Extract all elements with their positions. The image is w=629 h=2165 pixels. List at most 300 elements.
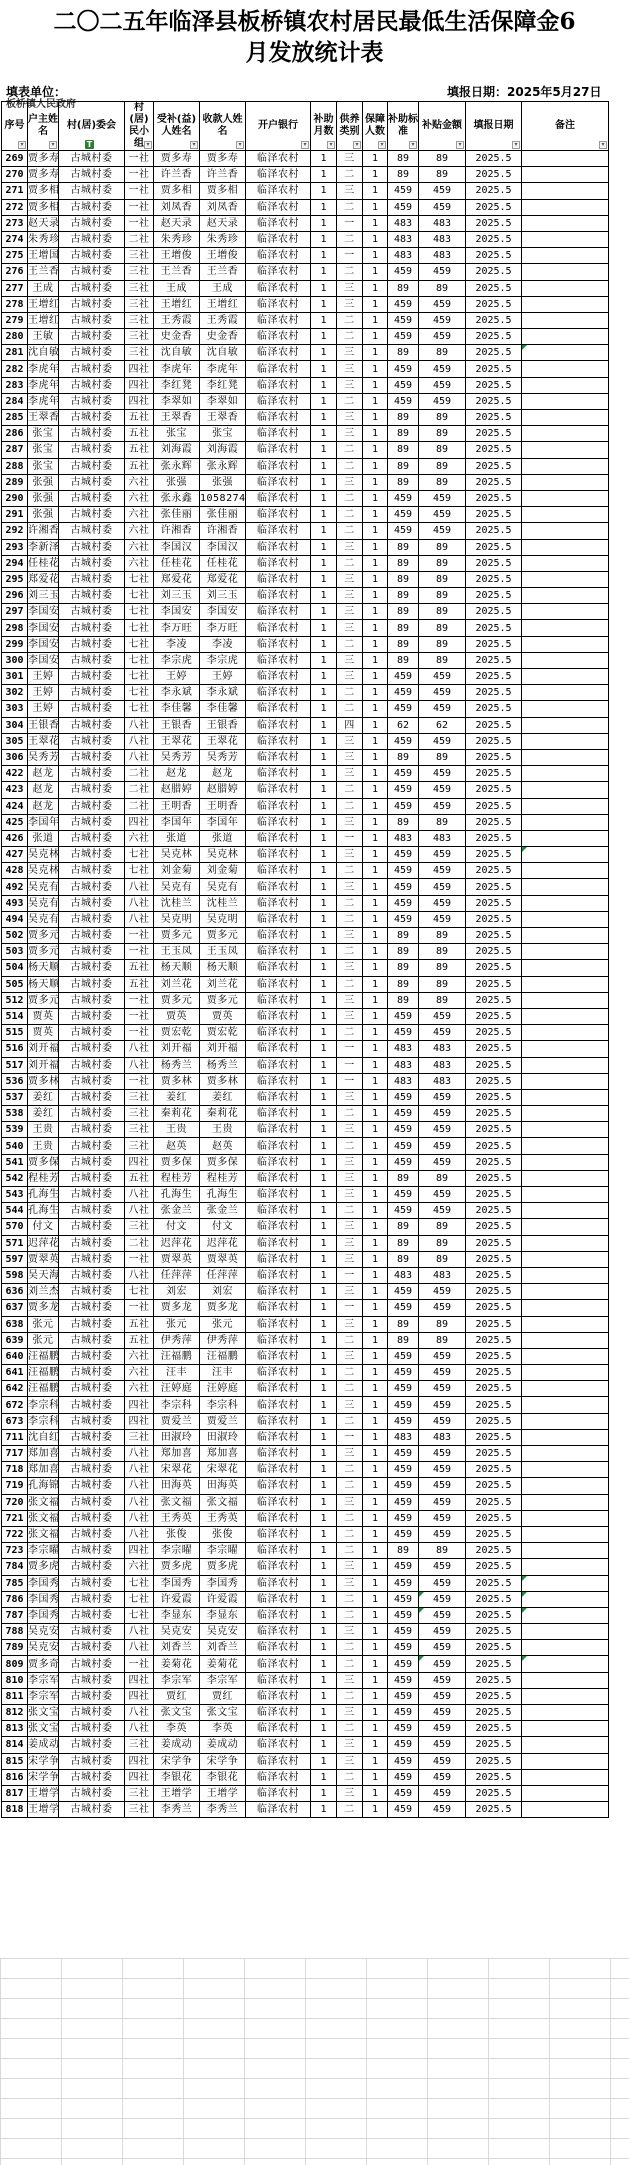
cell-amount[interactable]: 483	[419, 1073, 466, 1089]
cell-standard[interactable]: 89	[388, 1316, 419, 1332]
cell-persons[interactable]: 1	[363, 215, 388, 231]
cell-bank[interactable]: 临泽农村	[246, 1559, 311, 1575]
cell-persons[interactable]: 1	[363, 1543, 388, 1559]
cell-seq[interactable]: 815	[2, 1753, 28, 1769]
dropdown-arrow-icon[interactable]: ▾	[301, 141, 309, 149]
cell-months[interactable]: 1	[311, 248, 337, 264]
cell-village[interactable]: 古城村委	[59, 1365, 125, 1381]
cell-village[interactable]: 古城村委	[59, 1219, 125, 1235]
cell-village[interactable]: 古城村委	[59, 1397, 125, 1413]
cell-standard[interactable]: 483	[388, 1429, 419, 1445]
cell-head[interactable]: 张道	[28, 830, 59, 846]
cell-village[interactable]: 古城村委	[59, 701, 125, 717]
cell-months[interactable]: 1	[311, 264, 337, 280]
cell-amount[interactable]: 459	[419, 329, 466, 345]
cell-amount[interactable]: 89	[419, 588, 466, 604]
cell-head[interactable]: 张文福	[28, 1494, 59, 1510]
cell-standard[interactable]: 459	[388, 1688, 419, 1704]
cell-payee[interactable]: 姜菊花	[200, 1656, 246, 1672]
cell-standard[interactable]: 89	[388, 555, 419, 571]
cell-months[interactable]: 1	[311, 911, 337, 927]
table-row[interactable]	[2, 1203, 609, 1219]
cell-seq[interactable]: 543	[2, 1187, 28, 1203]
table-row[interactable]	[2, 264, 609, 280]
cell-standard[interactable]: 89	[388, 1219, 419, 1235]
cell-months[interactable]: 1	[311, 458, 337, 474]
cell-beneficiary[interactable]: 张元	[154, 1316, 200, 1332]
cell-bank[interactable]: 临泽农村	[246, 1106, 311, 1122]
cell-category[interactable]: 二	[337, 490, 363, 506]
cell-bank[interactable]: 临泽农村	[246, 1526, 311, 1542]
cell-beneficiary[interactable]: 许爱霞	[154, 1591, 200, 1607]
cell-amount[interactable]: 89	[419, 458, 466, 474]
cell-months[interactable]: 1	[311, 830, 337, 846]
cell-months[interactable]: 1	[311, 782, 337, 798]
cell-standard[interactable]: 459	[388, 1138, 419, 1154]
cell-payee[interactable]: 吴克明	[200, 911, 246, 927]
table-row[interactable]	[2, 652, 609, 668]
cell-beneficiary[interactable]: 郑加喜	[154, 1446, 200, 1462]
cell-payee[interactable]: 刘兰花	[200, 976, 246, 992]
cell-persons[interactable]: 1	[363, 280, 388, 296]
table-row[interactable]	[2, 911, 609, 927]
cell-payee[interactable]: 李红凳	[200, 377, 246, 393]
cell-head[interactable]: 贾多相	[28, 199, 59, 215]
cell-standard[interactable]: 459	[388, 1721, 419, 1737]
cell-standard[interactable]: 459	[388, 669, 419, 685]
cell-beneficiary[interactable]: 张佳丽	[154, 507, 200, 523]
cell-months[interactable]: 1	[311, 555, 337, 571]
cell-persons[interactable]: 1	[363, 1640, 388, 1656]
cell-head[interactable]: 孔海生	[28, 1203, 59, 1219]
cell-head[interactable]: 王成	[28, 280, 59, 296]
cell-bank[interactable]: 临泽农村	[246, 507, 311, 523]
cell-months[interactable]: 1	[311, 1607, 337, 1623]
cell-head[interactable]: 张元	[28, 1316, 59, 1332]
cell-date[interactable]: 2025.5	[466, 636, 522, 652]
cell-beneficiary[interactable]: 许湘香	[154, 523, 200, 539]
cell-head[interactable]: 张元	[28, 1332, 59, 1348]
cell-months[interactable]: 1	[311, 1122, 337, 1138]
cell-seq[interactable]: 540	[2, 1138, 28, 1154]
cell-head[interactable]: 王贵	[28, 1138, 59, 1154]
cell-date[interactable]: 2025.5	[466, 1688, 522, 1704]
cell-months[interactable]: 1	[311, 1284, 337, 1300]
cell-group[interactable]: 八社	[125, 1267, 154, 1283]
cell-standard[interactable]: 459	[388, 329, 419, 345]
cell-date[interactable]: 2025.5	[466, 442, 522, 458]
cell-seq[interactable]: 818	[2, 1802, 28, 1818]
cell-group[interactable]: 二社	[125, 782, 154, 798]
cell-amount[interactable]: 459	[419, 879, 466, 895]
cell-standard[interactable]: 89	[388, 280, 419, 296]
cell-persons[interactable]: 1	[363, 458, 388, 474]
cell-amount[interactable]: 89	[419, 814, 466, 830]
cell-bank[interactable]: 临泽农村	[246, 798, 311, 814]
cell-date[interactable]: 2025.5	[466, 215, 522, 231]
table-row[interactable]	[2, 280, 609, 296]
cell-head[interactable]: 贾英	[28, 1008, 59, 1024]
cell-amount[interactable]: 459	[419, 701, 466, 717]
cell-remark[interactable]	[522, 1785, 609, 1801]
cell-seq[interactable]: 788	[2, 1624, 28, 1640]
cell-head[interactable]: 王增红	[28, 296, 59, 312]
cell-date[interactable]: 2025.5	[466, 1267, 522, 1283]
cell-date[interactable]: 2025.5	[466, 345, 522, 361]
cell-beneficiary[interactable]: 贾多保	[154, 1154, 200, 1170]
cell-village[interactable]: 古城村委	[59, 1284, 125, 1300]
cell-remark[interactable]	[522, 1624, 609, 1640]
table-row[interactable]	[2, 296, 609, 312]
table-row[interactable]	[2, 798, 609, 814]
cell-months[interactable]: 1	[311, 474, 337, 490]
cell-persons[interactable]: 1	[363, 1089, 388, 1105]
cell-amount[interactable]: 459	[419, 1802, 466, 1818]
cell-beneficiary[interactable]: 张永辉	[154, 458, 200, 474]
cell-beneficiary[interactable]: 杨天顺	[154, 960, 200, 976]
cell-bank[interactable]: 临泽农村	[246, 1753, 311, 1769]
cell-remark[interactable]	[522, 1348, 609, 1364]
cell-payee[interactable]: 张佳丽	[200, 507, 246, 523]
cell-remark[interactable]	[522, 847, 609, 863]
cell-payee[interactable]: 李宗虎	[200, 652, 246, 668]
cell-village[interactable]: 古城村委	[59, 1073, 125, 1089]
cell-persons[interactable]: 1	[363, 1446, 388, 1462]
cell-persons[interactable]: 1	[363, 830, 388, 846]
cell-beneficiary[interactable]: 张永鑫	[154, 490, 200, 506]
cell-standard[interactable]: 459	[388, 1089, 419, 1105]
cell-payee[interactable]: 汪福鹏	[200, 1348, 246, 1364]
cell-village[interactable]: 古城村委	[59, 523, 125, 539]
cell-months[interactable]: 1	[311, 1478, 337, 1494]
cell-bank[interactable]: 临泽农村	[246, 782, 311, 798]
cell-standard[interactable]: 459	[388, 1624, 419, 1640]
cell-beneficiary[interactable]: 贾多林	[154, 1073, 200, 1089]
table-row[interactable]	[2, 1624, 609, 1640]
cell-remark[interactable]	[522, 410, 609, 426]
cell-months[interactable]: 1	[311, 669, 337, 685]
table-row[interactable]	[2, 167, 609, 183]
cell-head[interactable]: 朱秀珍	[28, 231, 59, 247]
cell-head[interactable]: 李虎年	[28, 361, 59, 377]
cell-village[interactable]: 古城村委	[59, 717, 125, 733]
cell-bank[interactable]: 临泽农村	[246, 1170, 311, 1186]
table-row[interactable]	[2, 1591, 609, 1607]
cell-persons[interactable]: 1	[363, 377, 388, 393]
cell-group[interactable]: 八社	[125, 1187, 154, 1203]
cell-months[interactable]: 1	[311, 1446, 337, 1462]
cell-payee[interactable]: 郑加喜	[200, 1446, 246, 1462]
cell-head[interactable]: 沈自红	[28, 1429, 59, 1445]
cell-persons[interactable]: 1	[363, 928, 388, 944]
cell-seq[interactable]: 279	[2, 312, 28, 328]
cell-payee[interactable]: 孔海生	[200, 1187, 246, 1203]
cell-group[interactable]: 一社	[125, 1008, 154, 1024]
cell-bank[interactable]: 临泽农村	[246, 1494, 311, 1510]
cell-group[interactable]: 八社	[125, 1526, 154, 1542]
cell-category[interactable]: 三	[337, 1397, 363, 1413]
cell-bank[interactable]: 临泽农村	[246, 911, 311, 927]
cell-category[interactable]: 三	[337, 588, 363, 604]
dropdown-arrow-icon[interactable]: ▾	[327, 141, 335, 149]
cell-group[interactable]: 三社	[125, 1089, 154, 1105]
cell-months[interactable]: 1	[311, 490, 337, 506]
cell-remark[interactable]	[522, 393, 609, 409]
cell-village[interactable]: 古城村委	[59, 976, 125, 992]
cell-remark[interactable]	[522, 199, 609, 215]
cell-amount[interactable]: 459	[419, 1348, 466, 1364]
cell-category[interactable]: 三	[337, 1251, 363, 1267]
cell-persons[interactable]: 1	[363, 1300, 388, 1316]
cell-standard[interactable]: 459	[388, 361, 419, 377]
dropdown-arrow-icon[interactable]: ▾	[49, 141, 57, 149]
cell-head[interactable]: 吴克林	[28, 863, 59, 879]
cell-group[interactable]: 三社	[125, 345, 154, 361]
cell-bank[interactable]: 临泽农村	[246, 1138, 311, 1154]
cell-village[interactable]: 古城村委	[59, 944, 125, 960]
cell-bank[interactable]: 临泽农村	[246, 1640, 311, 1656]
cell-payee[interactable]: 吴克林	[200, 847, 246, 863]
table-row[interactable]	[2, 1381, 609, 1397]
cell-payee[interactable]: 张道	[200, 830, 246, 846]
cell-beneficiary[interactable]: 贾英	[154, 1008, 200, 1024]
cell-bank[interactable]: 临泽农村	[246, 345, 311, 361]
cell-payee[interactable]: 迟萍花	[200, 1235, 246, 1251]
table-row[interactable]	[2, 636, 609, 652]
dropdown-arrow-icon[interactable]: ▾	[236, 141, 244, 149]
cell-remark[interactable]	[522, 928, 609, 944]
cell-persons[interactable]: 1	[363, 685, 388, 701]
cell-head[interactable]: 王兰香	[28, 264, 59, 280]
cell-beneficiary[interactable]: 吴克林	[154, 847, 200, 863]
cell-seq[interactable]: 719	[2, 1478, 28, 1494]
cell-beneficiary[interactable]: 史金香	[154, 329, 200, 345]
cell-date[interactable]: 2025.5	[466, 393, 522, 409]
cell-payee[interactable]: 李秀兰	[200, 1802, 246, 1818]
cell-payee[interactable]: 张文宝	[200, 1705, 246, 1721]
cell-village[interactable]: 古城村委	[59, 571, 125, 587]
cell-standard[interactable]: 459	[388, 393, 419, 409]
cell-category[interactable]: 三	[337, 992, 363, 1008]
cell-category[interactable]: 三	[337, 1348, 363, 1364]
cell-beneficiary[interactable]: 李宗曜	[154, 1543, 200, 1559]
cell-date[interactable]: 2025.5	[466, 1138, 522, 1154]
cell-date[interactable]: 2025.5	[466, 1656, 522, 1672]
cell-group[interactable]: 六社	[125, 539, 154, 555]
cell-persons[interactable]: 1	[363, 717, 388, 733]
cell-village[interactable]: 古城村委	[59, 167, 125, 183]
cell-beneficiary[interactable]: 王银香	[154, 717, 200, 733]
cell-head[interactable]: 吴克有	[28, 911, 59, 927]
cell-group[interactable]: 六社	[125, 490, 154, 506]
cell-head[interactable]: 张强	[28, 490, 59, 506]
cell-remark[interactable]	[522, 717, 609, 733]
cell-village[interactable]: 古城村委	[59, 652, 125, 668]
cell-group[interactable]: 五社	[125, 960, 154, 976]
cell-bank[interactable]: 临泽农村	[246, 183, 311, 199]
cell-date[interactable]: 2025.5	[466, 555, 522, 571]
cell-payee[interactable]: 王秀英	[200, 1510, 246, 1526]
cell-persons[interactable]: 1	[363, 571, 388, 587]
cell-payee[interactable]: 秦莉花	[200, 1106, 246, 1122]
table-row[interactable]	[2, 604, 609, 620]
cell-seq[interactable]: 281	[2, 345, 28, 361]
cell-head[interactable]: 贾多寿	[28, 167, 59, 183]
cell-date[interactable]: 2025.5	[466, 1089, 522, 1105]
cell-standard[interactable]: 459	[388, 798, 419, 814]
cell-group[interactable]: 五社	[125, 458, 154, 474]
cell-seq[interactable]: 301	[2, 669, 28, 685]
cell-head[interactable]: 汪福鹏	[28, 1381, 59, 1397]
cell-category[interactable]: 三	[337, 814, 363, 830]
cell-persons[interactable]: 1	[363, 1494, 388, 1510]
cell-bank[interactable]: 临泽农村	[246, 1510, 311, 1526]
cell-head[interactable]: 迟萍花	[28, 1235, 59, 1251]
cell-category[interactable]: 一	[337, 215, 363, 231]
header-payee[interactable]	[200, 102, 246, 151]
cell-category[interactable]: 三	[337, 733, 363, 749]
cell-months[interactable]: 1	[311, 717, 337, 733]
cell-payee[interactable]: 许兰香	[200, 167, 246, 183]
cell-persons[interactable]: 1	[363, 911, 388, 927]
cell-seq[interactable]: 503	[2, 944, 28, 960]
cell-bank[interactable]: 临泽农村	[246, 555, 311, 571]
cell-group[interactable]: 二社	[125, 766, 154, 782]
cell-date[interactable]: 2025.5	[466, 1705, 522, 1721]
cell-months[interactable]: 1	[311, 620, 337, 636]
cell-category[interactable]: 二	[337, 636, 363, 652]
table-row[interactable]	[2, 1365, 609, 1381]
cell-category[interactable]: 三	[337, 361, 363, 377]
cell-village[interactable]: 古城村委	[59, 231, 125, 247]
cell-seq[interactable]: 811	[2, 1688, 28, 1704]
cell-beneficiary[interactable]: 王秀霞	[154, 312, 200, 328]
cell-category[interactable]: 二	[337, 976, 363, 992]
cell-remark[interactable]	[522, 1057, 609, 1073]
cell-months[interactable]: 1	[311, 1203, 337, 1219]
cell-amount[interactable]: 459	[419, 1575, 466, 1591]
cell-remark[interactable]	[522, 976, 609, 992]
cell-months[interactable]: 1	[311, 1267, 337, 1283]
cell-remark[interactable]	[522, 1721, 609, 1737]
cell-category[interactable]: 二	[337, 798, 363, 814]
cell-amount[interactable]: 89	[419, 1316, 466, 1332]
cell-remark[interactable]	[522, 296, 609, 312]
cell-head[interactable]: 任桂花	[28, 555, 59, 571]
cell-seq[interactable]: 286	[2, 426, 28, 442]
cell-seq[interactable]: 639	[2, 1332, 28, 1348]
cell-amount[interactable]: 483	[419, 1429, 466, 1445]
table-row[interactable]	[2, 1446, 609, 1462]
cell-date[interactable]: 2025.5	[466, 1057, 522, 1073]
cell-head[interactable]: 孔海生	[28, 1187, 59, 1203]
cell-group[interactable]: 七社	[125, 652, 154, 668]
cell-seq[interactable]: 304	[2, 717, 28, 733]
cell-date[interactable]: 2025.5	[466, 1429, 522, 1445]
cell-standard[interactable]: 459	[388, 1494, 419, 1510]
cell-payee[interactable]: 王贵	[200, 1122, 246, 1138]
cell-amount[interactable]: 483	[419, 248, 466, 264]
cell-date[interactable]: 2025.5	[466, 1235, 522, 1251]
cell-persons[interactable]: 1	[363, 361, 388, 377]
cell-head[interactable]: 李国秀	[28, 1575, 59, 1591]
cell-village[interactable]: 古城村委	[59, 1526, 125, 1542]
cell-date[interactable]: 2025.5	[466, 1316, 522, 1332]
cell-persons[interactable]: 1	[363, 1073, 388, 1089]
cell-date[interactable]: 2025.5	[466, 960, 522, 976]
cell-seq[interactable]: 292	[2, 523, 28, 539]
cell-amount[interactable]: 459	[419, 1138, 466, 1154]
cell-persons[interactable]: 1	[363, 588, 388, 604]
cell-bank[interactable]: 临泽农村	[246, 151, 311, 167]
cell-category[interactable]: 二	[337, 555, 363, 571]
cell-village[interactable]: 古城村委	[59, 620, 125, 636]
cell-amount[interactable]: 459	[419, 1526, 466, 1542]
cell-bank[interactable]: 临泽农村	[246, 1381, 311, 1397]
cell-group[interactable]: 六社	[125, 1381, 154, 1397]
table-row[interactable]	[2, 814, 609, 830]
cell-remark[interactable]	[522, 1073, 609, 1089]
cell-beneficiary[interactable]: 刘兰花	[154, 976, 200, 992]
cell-bank[interactable]: 临泽农村	[246, 1688, 311, 1704]
cell-beneficiary[interactable]: 李虎年	[154, 361, 200, 377]
cell-payee[interactable]: 刘凤香	[200, 199, 246, 215]
cell-category[interactable]: 二	[337, 1332, 363, 1348]
cell-beneficiary[interactable]: 王婷	[154, 669, 200, 685]
cell-head[interactable]: 张文福	[28, 1526, 59, 1542]
cell-village[interactable]: 古城村委	[59, 345, 125, 361]
cell-seq[interactable]: 282	[2, 361, 28, 377]
cell-beneficiary[interactable]: 程桂芳	[154, 1170, 200, 1186]
cell-category[interactable]: 一	[337, 830, 363, 846]
cell-beneficiary[interactable]: 伊秀萍	[154, 1332, 200, 1348]
cell-village[interactable]: 古城村委	[59, 215, 125, 231]
cell-category[interactable]: 二	[337, 1510, 363, 1526]
cell-payee[interactable]: 李英	[200, 1721, 246, 1737]
cell-bank[interactable]: 临泽农村	[246, 847, 311, 863]
cell-village[interactable]: 古城村委	[59, 1381, 125, 1397]
cell-amount[interactable]: 89	[419, 636, 466, 652]
cell-category[interactable]: 三	[337, 847, 363, 863]
cell-months[interactable]: 1	[311, 1008, 337, 1024]
cell-beneficiary[interactable]: 王增学	[154, 1785, 200, 1801]
cell-payee[interactable]: 张俊	[200, 1526, 246, 1542]
table-row[interactable]	[2, 1705, 609, 1721]
cell-standard[interactable]: 89	[388, 1170, 419, 1186]
cell-beneficiary[interactable]: 刘开福	[154, 1041, 200, 1057]
cell-seq[interactable]: 514	[2, 1008, 28, 1024]
table-row[interactable]	[2, 458, 609, 474]
table-row[interactable]	[2, 1672, 609, 1688]
cell-beneficiary[interactable]: 汪福鹏	[154, 1348, 200, 1364]
cell-remark[interactable]	[522, 782, 609, 798]
table-row[interactable]	[2, 1575, 609, 1591]
cell-group[interactable]: 一社	[125, 928, 154, 944]
cell-seq[interactable]: 517	[2, 1057, 28, 1073]
cell-head[interactable]: 贾多寿	[28, 151, 59, 167]
cell-payee[interactable]: 王增俊	[200, 248, 246, 264]
cell-date[interactable]: 2025.5	[466, 507, 522, 523]
cell-date[interactable]: 2025.5	[466, 1365, 522, 1381]
cell-bank[interactable]: 临泽农村	[246, 442, 311, 458]
cell-months[interactable]: 1	[311, 1559, 337, 1575]
table-row[interactable]	[2, 490, 609, 506]
cell-beneficiary[interactable]: 赵龙	[154, 766, 200, 782]
cell-bank[interactable]: 临泽农村	[246, 685, 311, 701]
cell-beneficiary[interactable]: 田海英	[154, 1478, 200, 1494]
cell-amount[interactable]: 459	[419, 847, 466, 863]
cell-months[interactable]: 1	[311, 1089, 337, 1105]
